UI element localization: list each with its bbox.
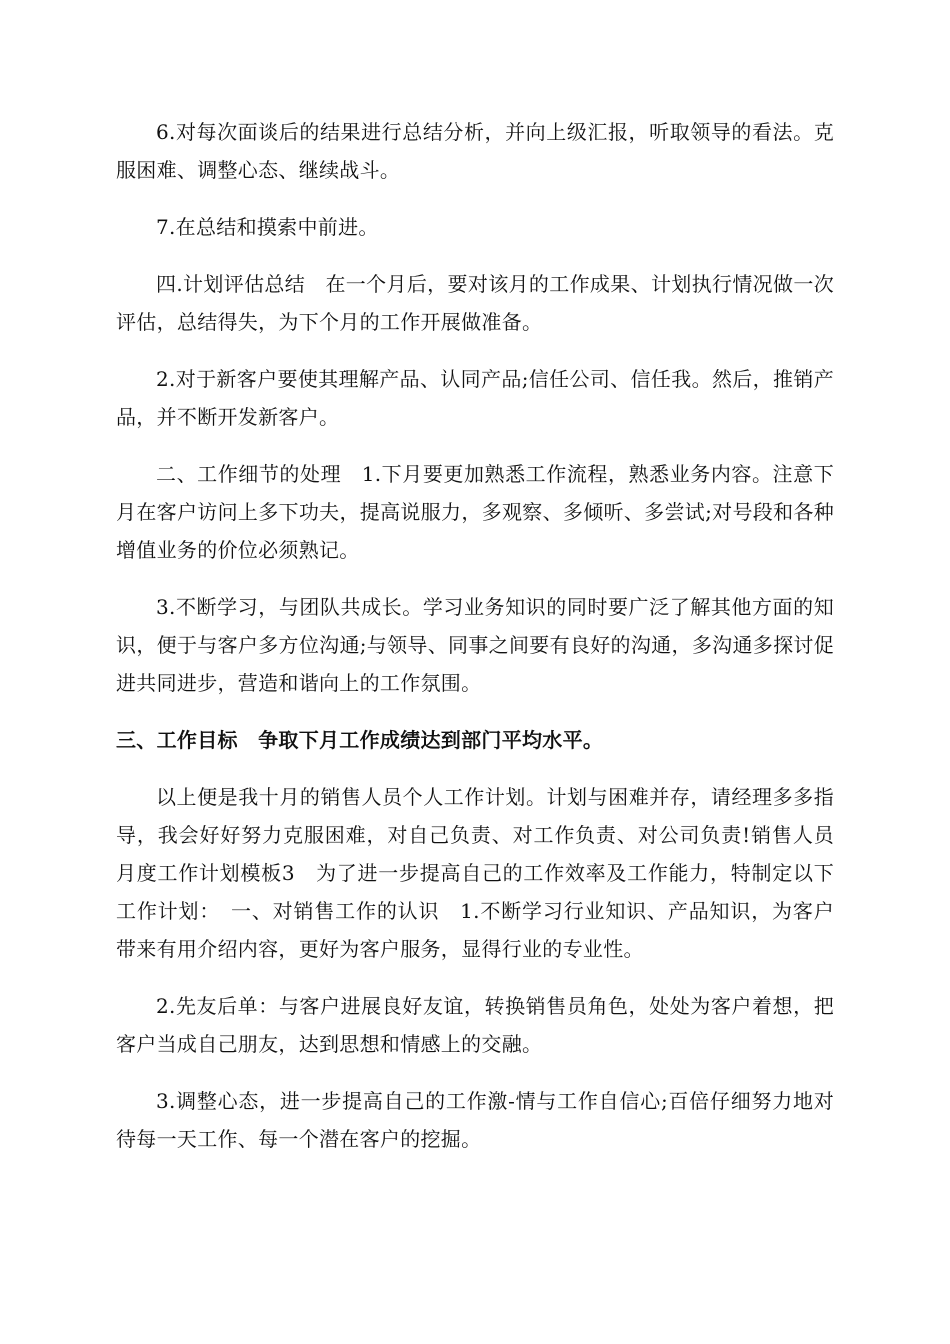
paragraph-plan-conclusion: 以上便是我十月的销售人员个人工作计划。计划与困难并存，请经理多多指导，我会好好努力克服困难，对自己负责、对工作负责、对公司负责!销售人员月度工作计划模板3 为了进一步提高自己的工作效率及工作能力，特制定以下工作计划： 一、对销售工作的认识 1.不断学习行业知识、产品知识，为客户带来有用介绍内容，更好为客户服务，显得行业的专业性。: [116, 785, 834, 961]
paragraph-work-details: 二、工作细节的处理 1.下月要更加熟悉工作流程，熟悉业务内容。注意下月在客户访问上多下功夫，提高说服力，多观察、多倾听、多尝试;对号段和各种增值业务的价位必须熟记。: [116, 462, 834, 562]
paragraph-item-7-progress: 7.在总结和摸索中前进。: [156, 215, 379, 239]
paragraph-new-customers: 2.对于新客户要使其理解产品、认同产品;信任公司、信任我。然后，推销产品，并不断开发新客户。: [116, 367, 834, 429]
paragraph-plan-evaluation: 四.计划评估总结 在一个月后，要对该月的工作成果、计划执行情况做一次评估，总结得失，为下个月的工作开展做准备。: [116, 272, 834, 334]
paragraph-continuous-learning: 3.不断学习，与团队共成长。学习业务知识的同时要广泛了解其他方面的知识，便于与客户多方位沟通;与领导、同事之间要有良好的沟通，多沟通多探讨促进共同进步，营造和谐向上的工作氛围。: [116, 595, 834, 695]
paragraph-friends-first: 2.先友后单：与客户进展良好友谊，转换销售员角色，处处为客户着想，把客户当成自己朋友，达到思想和情感上的交融。: [116, 994, 834, 1056]
paragraph-item-6-summary: 6.对每次面谈后的结果进行总结分析，并向上级汇报，听取领导的看法。克服困难、调整心态、继续战斗。: [116, 120, 834, 182]
document-body: [116, 113, 834, 1177]
section-heading-work-goal: 三、工作目标 争取下月工作成绩达到部门平均水平。: [116, 728, 604, 752]
paragraph-adjust-mindset: 3.调整心态，进一步提高自己的工作激-情与工作自信心;百倍仔细努力地对待每一天工作、每一个潜在客户的挖掘。: [116, 1089, 834, 1151]
